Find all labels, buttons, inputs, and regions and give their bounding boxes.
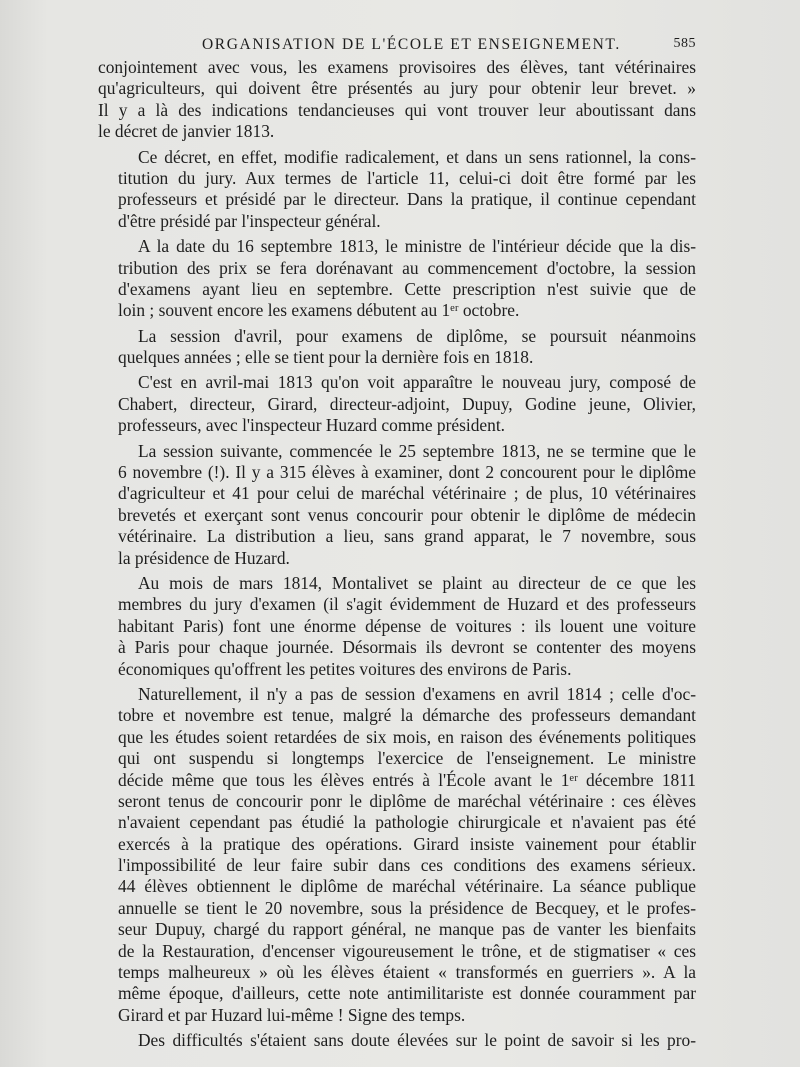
text-line: Ce décret, en effet, modifie radicalement, et dans un sens rationnel, la cons- <box>138 146 696 167</box>
text-line: Des difficultés s'étaient sans doute élevées sur le point de savoir si les pro- <box>138 1030 696 1051</box>
text-line: A la date du 16 septembre 1813, le ministre de l'intérieur décide que la dis- <box>138 236 696 257</box>
text-line: qui ont suspendu si longtemps l'exercice de l'enseignement. Le ministre <box>118 748 696 769</box>
text-line: que les études soient retardées de six mois, en raison des événements politiques <box>118 726 696 747</box>
text-line: même époque, d'ailleurs, cette note antimilitariste est donnée couramment par <box>118 983 696 1004</box>
text-line: 44 élèves obtiennent le diplôme de maréchal vétérinaire. La séance publique <box>118 876 696 897</box>
text-line: habitant Paris) font une énorme dépense de voitures : ils louent une voiture <box>118 615 696 636</box>
paragraph <box>98 573 696 680</box>
page-number: 585 <box>673 36 696 51</box>
text-line: Il y a là des indications tendancieuses qui vont trouver leur aboutissant dans <box>98 99 696 120</box>
text-line: professeurs et présidé par le directeur. Dans la pratique, il continue cependant <box>118 189 696 210</box>
text-line: qu'agriculteurs, qui doivent être présentés au jury pour obtenir leur brevet. » <box>98 78 696 99</box>
text-line: loin ; souvent encore les examens débutent au 1ᵉʳ octobre. <box>118 300 520 321</box>
text-line: annuelle se tient le 20 novembre, sous la présidence de Becquey, et le profes- <box>118 897 696 918</box>
text-line: membres du jury d'examen (il s'agit évidemment de Huzard et des professeurs <box>118 594 696 615</box>
text-line: brevetés et exerçant sont venus concourir pour obtenir le diplôme de médecin <box>118 504 696 525</box>
text-line: n'avaient cependant pas étudié la pathologie chirurgicale et n'avaient pas été <box>118 812 696 833</box>
text-line: Girard et par Huzard lui-même ! Signe des temps. <box>118 1004 466 1025</box>
text-line: Chabert, directeur, Girard, directeur-adjoint, Dupuy, Godine jeune, Olivier, <box>118 393 696 414</box>
text-line: d'examens ayant lieu en septembre. Cette prescription n'est suivie que de <box>118 278 696 299</box>
paragraph <box>98 57 696 143</box>
text-line: La session suivante, commencée le 25 septembre 1813, ne se termine que le <box>138 440 696 461</box>
text-line: économiques qu'offrent les petites voitures des environs de Paris. <box>118 658 572 679</box>
text-line: de la Restauration, d'encenser vigoureusement le trône, et de stigmatiser « ces <box>118 940 696 961</box>
page-header <box>150 34 696 56</box>
text-line: le décret de janvier 1813. <box>98 121 275 142</box>
text-line: temps malheureux » où les élèves étaient « transformés en guerriers ». A la <box>118 962 696 983</box>
paragraph <box>98 326 696 369</box>
text-line: à Paris pour chaque journée. Désormais ils devront se contenter des moyens <box>118 637 696 658</box>
text-line: décide même que tous les élèves entrés à l'École avant le 1ᵉʳ décembre 1811 <box>118 769 696 790</box>
paragraph <box>98 1030 696 1051</box>
text-line: 6 novembre (!). Il y a 315 élèves à examiner, dont 2 concourent pour le diplôme <box>118 462 696 483</box>
paragraph <box>98 236 696 322</box>
text-line: Au mois de mars 1814, Montalivet se plaint au directeur de ce que les <box>138 572 696 593</box>
paragraph <box>98 684 696 1026</box>
text-line: tobre et novembre est tenue, malgré la démarche des professeurs demandant <box>118 705 696 726</box>
paragraph <box>98 372 696 436</box>
text-line: professeurs, avec l'inspecteur Huzard comme président. <box>118 415 506 436</box>
text-line: seur Dupuy, chargé du rapport général, ne manque pas de vanter les bienfaits <box>118 919 696 940</box>
text-line: la présidence de Huzard. <box>118 547 290 568</box>
text-line: vétérinaire. La distribution a lieu, sans grand apparat, le 7 novembre, sous <box>118 526 696 547</box>
running-head: ORGANISATION DE L'ÉCOLE ET ENSEIGNEMENT. <box>202 36 621 53</box>
body-text <box>98 57 696 1052</box>
text-line: d'être présidé par l'inspecteur général. <box>118 210 381 231</box>
text-line: conjointement avec vous, les examens provisoires des élèves, tant vétérinaires <box>98 57 696 77</box>
text-line: La session d'avril, pour examens de diplôme, se poursuit néanmoins <box>138 325 696 346</box>
text-line: d'agriculteur et 41 pour celui de maréchal vétérinaire ; de plus, 10 vétérinaires <box>118 483 696 504</box>
text-line: l'impossibilité de leur faire subir dans ces conditions des examens sérieux. <box>118 855 696 876</box>
text-line: seront tenus de concourir ponr le diplôme de maréchal vétérinaire : ces élèves <box>118 790 696 811</box>
paragraph <box>98 441 696 569</box>
text-line: tribution des prix se fera dorénavant au commencement d'octobre, la session <box>118 257 696 278</box>
paragraph <box>98 147 696 233</box>
text-line: Naturellement, il n'y a pas de session d'examens en avril 1814 ; celle d'oc- <box>138 683 696 704</box>
text-line: C'est en avril-mai 1813 qu'on voit apparaître le nouveau jury, composé de <box>138 372 696 393</box>
text-line: titution du jury. Aux termes de l'article 11, celui-ci doit être formé par les <box>118 167 696 188</box>
text-line: exercés à la pratique des opérations. Girard insiste vainement pour établir <box>118 833 696 854</box>
text-line: quelques années ; elle se tient pour la dernière fois en 1818. <box>118 347 534 368</box>
